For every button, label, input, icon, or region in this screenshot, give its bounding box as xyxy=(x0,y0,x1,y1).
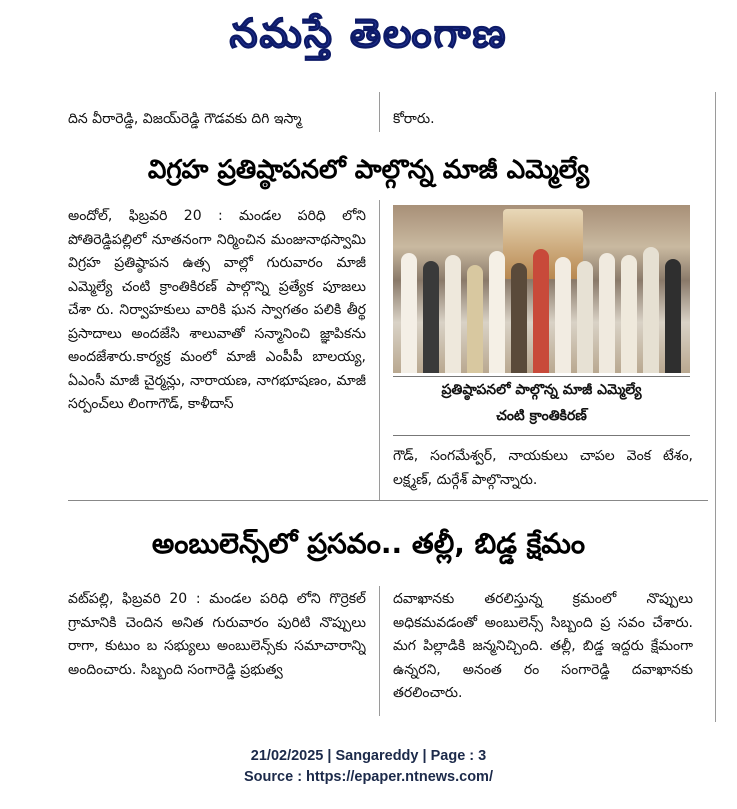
column-rule-article2 xyxy=(379,586,380,716)
article1-photo-caption xyxy=(393,376,690,436)
footer-date-edition: 21/02/2025 | Sangareddy | Page : 3 xyxy=(250,748,487,764)
newspaper-title: నమస్తే తెలంగాణ xyxy=(229,11,508,57)
article1-body: అందోల్, ఫిబ్రవరి 20 : మండల పరిధి లోని పోతిరెడ్డిపల్లిలో నూతనంగా నిర్మించిన మంజునాథస్వామి విగ్రహ ప్రతిష్ఠాపన ఉత్స వాల్లో గురువారం మాజీ ఎమ్మెల్యే చంటి క్రాంతికిరణ్ పాల్గొన్ని ప్రత్యేక పూజలు చేశా రు. నిర్వాహకులు వారికి ఘన స్వాగతం పలికి తీర్థ ప్రసాదాలు అందజేసి శాలువాతో సన్మానించి జ్ఞాపికను అందజేశారు.కార్యక్ర మంలో మాజీ ఎంపీపీ బాలయ్య, ఏఎంసీ మాజీ చైర్మన్లు, నారాయణ, నాగభూషణం, మాజీ సర్పంచ్‌లు లింగాగౌడ్, కాళీదాస్ xyxy=(68,208,366,412)
article2-body-left: వట్‌పల్లి, ఫిబ్రవరి 20 : మండల పరిధి లోని గొర్రెకల్ గ్రామానికి చెందిన అనిత గురువారం పురిటి నొప్పులు రాగా, కుటుం బ సభ్యులు అంబులెన్స్‌కు సమాచారాన్ని అందించారు. సిబ్బంది సంగారెడ్డి ప్రభుత్వ xyxy=(68,591,366,678)
masthead xyxy=(0,0,737,78)
article1-continuation: గౌడ్, సంగమేశ్వర్, నాయకులు చాపల వెంక టేశం, లక్ష్మణ్, దుర్గేశ్ పాల్గొన్నారు. xyxy=(393,448,693,488)
footer-source: Source : https://epaper.ntnews.com/ xyxy=(244,769,493,785)
previous-article-fragment-left: దిన వీరారెడ్డి, విజయ్‌రెడ్డి గౌడవకు దిగి ఇస్మా xyxy=(68,111,302,127)
column-rule-top xyxy=(379,92,380,132)
article1-photo xyxy=(393,205,690,373)
previous-article-fragment-right: కోరారు. xyxy=(393,111,435,127)
caption-line-2: చంటి క్రాంతికిరణ్ xyxy=(496,408,587,424)
article2-headline: అంబులెన్స్‌లో ప్రసవం.. తల్లీ, బిడ్డ క్షేమం xyxy=(151,527,586,560)
article2-body-right: దవాఖానకు తరలిస్తున్న క్రమంలో నొప్పులు అధికమవడంతో అంబులెన్స్ సిబ్బంది ప్ర సవం చేశారు. మగ పిల్లాడికి జన్మనిచ్చింది. తల్లీ, బిడ్డ ఇద్దరు క్షేమంగా ఉన్నరని, అనంత రం సంగారెడ్డి దవాఖానకు తరలించారు. xyxy=(393,591,693,701)
caption-line-1: ప్రతిష్ఠాపనలో పాల్గొన్న మాజీ ఎమ్మెల్యే xyxy=(441,382,642,398)
article-divider xyxy=(68,500,708,501)
column-rule-article1 xyxy=(379,200,380,500)
article1-headline: విగ్రహ ప్రతిష్ఠాపనలో పాల్గొన్న మాజీ ఎమ్మెల్యే xyxy=(147,155,590,185)
